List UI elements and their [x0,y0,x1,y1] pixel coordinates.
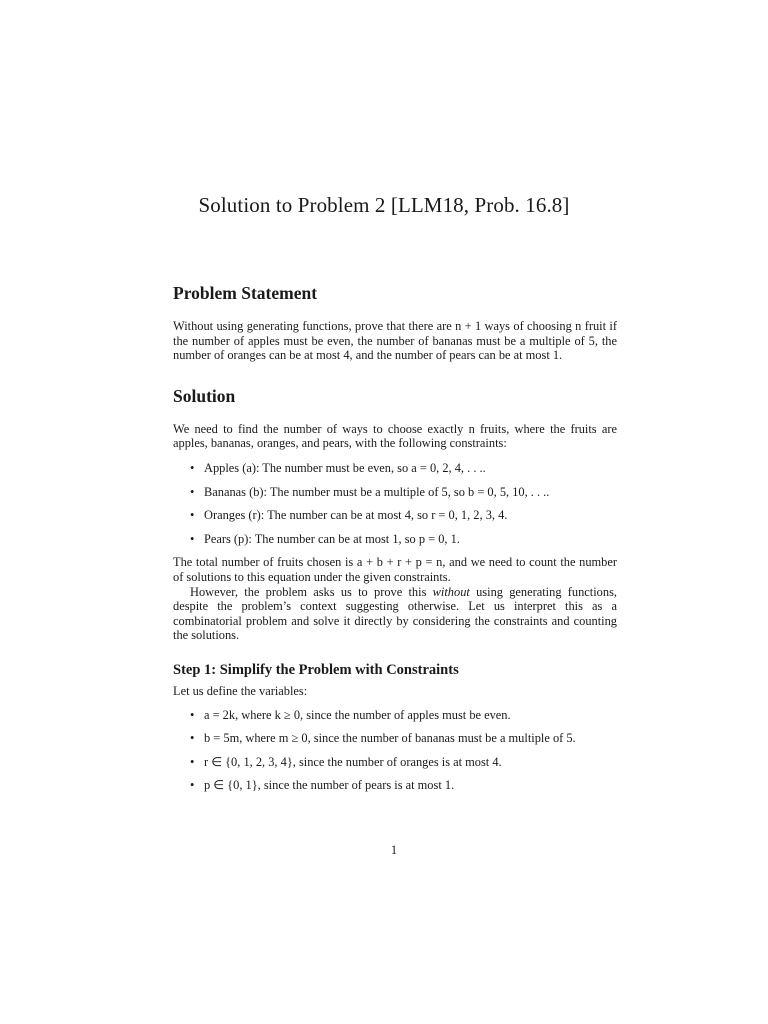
definition-pears: p ∈ {0, 1}, since the number of pears is at most 1. [204,778,455,793]
constraint-oranges: Oranges (r): The number can be at most 4, so r = 0, 1, 2, 3, 4. [204,508,508,523]
definitions-list [173,708,617,793]
list-item [173,508,617,523]
bullet-icon: • [190,754,195,769]
list-item [173,708,617,723]
emphasis-without: without [432,584,470,599]
solution-intro: We need to find the number of ways to choose exactly n fruits, where the fruits are apples, bananas, oranges, and pears, with the following constraints: [173,421,617,451]
document-title: Solution to Problem 2 [LLM18, Prob. 16.8] [198,193,570,217]
constraint-apples: Apples (a): The number must be even, so a = 0, 2, 4, . . .. [204,460,486,475]
list-item [173,755,617,770]
bullet-icon: • [190,460,195,475]
total-equation-paragraph: The total number of fruits chosen is a + b + r + p = n, and we need to count the number of solutions to this equation under the given constraints. [173,555,617,584]
problem-statement-heading: Problem Statement [173,283,318,303]
document-body [173,283,617,793]
solution-heading: Solution [173,385,236,406]
bullet-icon: • [190,508,195,523]
bullet-icon: • [190,531,195,546]
however-text-start: However, the problem asks us to prove this [190,584,433,599]
page-number: 1 [390,843,398,857]
constraints-list [173,461,617,546]
step1-intro: Let us define the variables: [173,683,308,698]
list-item [173,731,617,746]
bullet-icon: • [190,778,195,793]
problem-statement-text: Without using generating functions, prove that there are n + 1 ways of choosing n fruit if the number of apples must be even, the number of bananas must be a multiple of 5, the number of oranges can be at most 4, and the number of pears can be at most 1. [173,319,617,363]
list-item [173,485,617,500]
list-item [173,461,617,476]
constraint-bananas: Bananas (b): The number must be a multiple of 5, so b = 0, 5, 10, . . .. [204,484,550,499]
step1-heading: Step 1: Simplify the Problem with Constraints [173,661,459,678]
bullet-icon: • [190,484,195,499]
bullet-icon: • [190,707,195,722]
however-paragraph [173,585,617,643]
definition-apples: a = 2k, where k ≥ 0, since the number of apples must be even. [204,707,511,722]
list-item [173,532,617,547]
constraint-pears: Pears (p): The number can be at most 1, so p = 0, 1. [204,531,460,546]
definition-oranges: r ∈ {0, 1, 2, 3, 4}, since the number of oranges is at most 4. [204,754,502,769]
bullet-icon: • [190,731,195,746]
however-text-end: using generating functions, despite the problem’s context suggesting otherwise. Let us interpret this as a combinatorial problem and solve it directly by considering the constraints and counting the solutions. [173,584,617,643]
definition-bananas: b = 5m, where m ≥ 0, since the number of bananas must be a multiple of 5. [204,731,576,746]
list-item [173,778,617,793]
